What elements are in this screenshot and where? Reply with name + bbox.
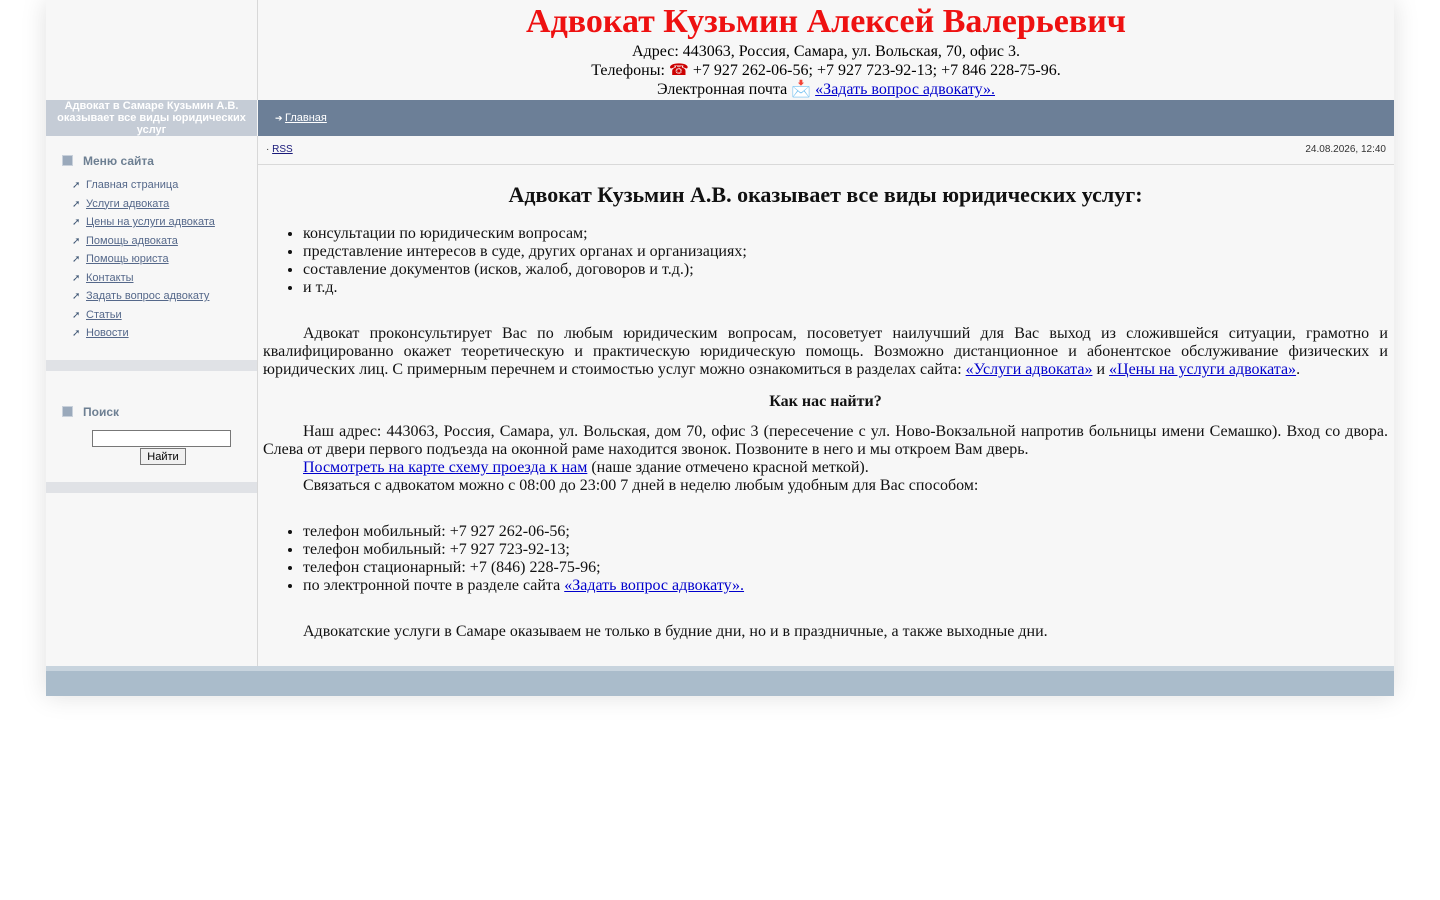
search-block-title [62,405,119,419]
menu-arrow-icon: ➚ [72,254,81,265]
find-us-heading: Как нас найти? [769,393,882,410]
list-item: • и т.д. [303,279,1388,297]
menu-link[interactable]: Статьи [86,308,122,321]
menu-item-ask[interactable] [72,290,215,309]
header-address: Адрес: 443063, Россия, Самара, ул. Вольская, 70, офис 3. [632,43,1020,60]
phones-list: +7 927 262-06-56; +7 927 723-92-13; +7 846 228-75-96. [692,62,1061,79]
map-paragraph [263,459,1388,477]
menu-link[interactable]: Помощь адвоката [86,234,178,247]
nav-home-link[interactable]: Главная [285,112,327,124]
phone-icon: ☎ [668,62,689,79]
rss-area [266,144,293,155]
main-content [263,165,1388,665]
list-item [303,577,1388,595]
email-contact-text: по электронной почте в разделе сайта [303,577,565,594]
menu-item-home[interactable] [72,179,215,198]
menu-item-articles[interactable] [72,309,215,328]
list-item: • составление документов (исков, жалоб, договоров и т.д.); [303,261,1388,279]
menu-arrow-icon: ➚ [72,180,81,191]
email-icon: 📩 [791,81,812,98]
rss-link[interactable]: RSS [272,144,293,155]
site-menu [72,179,215,346]
header-phones [258,61,1394,80]
and-word: и [1096,361,1106,378]
site-title: Адвокат Кузьмин Алексей Валерьевич [526,3,1126,40]
page-container [46,0,1394,696]
map-link[interactable]: Посмотреть на карте схему проезда к нам [303,459,588,476]
list-item: • консультации по юридическим вопросам; [303,225,1388,243]
map-note: (наше здание отмечено красной меткой). [587,459,869,476]
prices-link[interactable]: «Цены на услуги адвоката» [1109,361,1297,378]
site-footer [46,666,1394,696]
menu-item-jurist-help[interactable] [72,253,215,272]
services-list [263,225,1388,297]
menu-link[interactable]: Помощь юриста [86,253,169,265]
menu-arrow-icon: ➚ [72,309,81,321]
menu-arrow-icon: ➚ [72,291,81,302]
intro-paragraph [263,325,1388,379]
rss-dot: · [266,144,270,155]
menu-item-lawyer-help[interactable] [72,235,215,254]
menu-item-news[interactable] [72,327,215,346]
site-header [46,0,1394,100]
current-datetime: 24.08.2026, 12:40 [1305,144,1386,155]
email-label: Электронная почта [656,81,788,98]
sidebar-separator [46,482,257,493]
services-link[interactable]: «Услуги адвоката» [965,361,1093,378]
phones-label: Телефоны: [591,62,665,79]
menu-link[interactable]: Новости [86,327,129,339]
sidebar-separator [46,360,257,371]
navigation-bar [258,100,1394,136]
menu-link[interactable]: Цены на услуги адвоката [86,216,215,228]
list-item: • телефон мобильный: +7 927 262-06-56; [303,523,1388,541]
menu-item-prices[interactable] [72,216,215,235]
content-heading: Адвокат Кузьмин А.В. оказывает все виды юридических услуг: [508,182,1143,207]
list-item: • представление интересов в суде, других органах и организациях; [303,243,1388,261]
intro-text: Адвокат проконсультирует Вас по любым юридическим вопросам, посоветует наилучший для Вас выход из сложившейся ситуации, грамотно и квалифицированно окажет теоретическую и практическую юридическую помощь. Возможно дистанционное и абонентское обслуживание физических и юридических лиц. С примерным перечнем и стоимостью услуг можно ознакомиться в разделах сайта: [263,325,1388,378]
block-square-icon [62,155,73,166]
menu-link[interactable]: Главная страница [86,179,179,191]
menu-arrow-icon: ➚ [72,272,81,284]
menu-arrow-icon: ➚ [72,235,81,247]
sidebar [46,136,258,666]
menu-arrow-icon: ➚ [72,328,81,339]
menu-title-text: Меню сайта [83,154,154,168]
menu-arrow-icon: ➚ [72,217,81,228]
menu-link[interactable]: Услуги адвоката [86,197,170,210]
menu-arrow-icon: ➚ [72,198,81,210]
logo-area [46,0,258,100]
ask-lawyer-content-link[interactable]: «Задать вопрос адвокату». [564,577,745,594]
holidays-paragraph: Адвокатские услуги в Самаре оказываем не только в будние дни, но и в праздничные, а также выходные дни. [303,623,1048,640]
menu-link[interactable]: Контакты [86,271,134,284]
address-paragraph: Наш адрес: 443063, Россия, Самара, ул. Вольская, дом 70, офис 3 (пересечение с ул. Ново-Вокзальной напротив больницы имени Семашко). Вход со двора. Слева от двери первого подъезда на оконной раме находится звонок. Позвоните в него и мы откроем Вам дверь. [263,423,1388,458]
site-slogan: Адвокат в Самаре Кузьмин А.В. оказывает все виды юридических услуг [46,100,257,136]
list-item: • телефон мобильный: +7 927 723-92-13; [303,541,1388,559]
menu-item-contacts[interactable] [72,272,215,291]
menu-link[interactable]: Задать вопрос адвокату [86,290,210,302]
ask-lawyer-link[interactable]: «Задать вопрос адвокату». [815,81,995,98]
search-button[interactable]: Найти [140,448,186,465]
block-square-icon [62,406,73,417]
header-email [258,80,1394,99]
list-item: • телефон стационарный: +7 (846) 228-75-96; [303,559,1388,577]
contact-paragraph: Связаться с адвокатом можно с 08:00 до 23:00 7 дней в неделю любым удобным для Вас способом: [303,477,979,494]
menu-block-title [62,154,154,168]
period: . [1296,361,1301,378]
search-title-text: Поиск [83,405,120,419]
contacts-list [263,523,1388,595]
menu-item-services[interactable] [72,198,215,217]
nav-arrow-icon: ➔ [275,113,283,123]
search-input[interactable] [92,430,231,447]
header-info [258,0,1394,100]
content-subbar [258,136,1394,165]
